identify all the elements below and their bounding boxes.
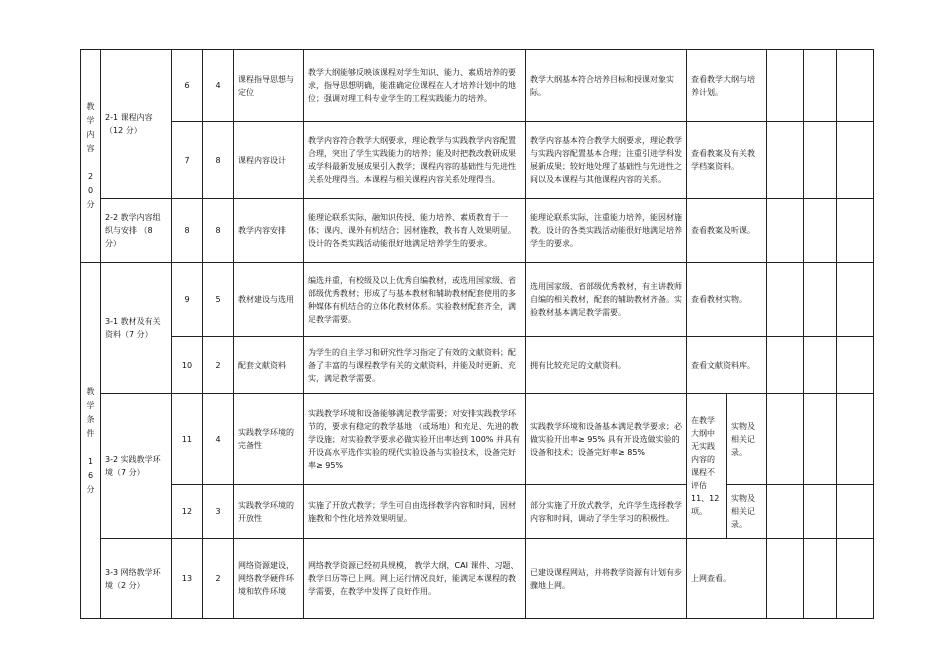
item-name: 网络资源建设，网络教学硬件环境和软件环境 (234, 539, 304, 619)
category-score: 20 (87, 172, 94, 195)
standard-c: 教学大纲基本符合培养目标和授课对象实际。 (526, 50, 687, 122)
item-name: 实践教学环境的完备性 (234, 394, 304, 485)
standard-c: 拥有比较充足的文献资料。 (526, 337, 687, 394)
score-cell (837, 122, 874, 199)
category-char: 学 (86, 116, 95, 125)
score-cell (767, 539, 804, 619)
category-char: 内 (86, 130, 95, 139)
evaluation-method: 在教学大纲中无实践内容的课程不评估 11、12 项。 (687, 394, 727, 539)
evaluation-method: 上网查看。 (687, 539, 767, 619)
item-name: 课程指导思想与定位 (234, 50, 304, 122)
item-name: 课程内容设计 (234, 122, 304, 199)
item-name: 配套文献资料 (234, 337, 304, 394)
table-row (81, 394, 874, 485)
standard-a: 实施了开放式教学；学生可自由选择教学内容和时间，因材施教和个性化培养效果明显。 (304, 485, 526, 539)
table-row (81, 50, 874, 122)
item-weight: 3 (203, 485, 234, 539)
score-cell (767, 337, 804, 394)
item-weight: 2 (203, 539, 234, 619)
table-row (81, 539, 874, 619)
score-cell (804, 263, 837, 337)
category-char: 容 (86, 144, 95, 153)
standard-a: 教学内容符合教学大纲要求，理论教学与实践教学内容配置合理，突出了学生实践能力的培养；能及时把教改教研成果或学科最新发展成果引入教学；课程内容的基础性与先进性关系处理得当。本课程与相关课程内容关系处理得当。 (304, 122, 526, 199)
subitem-2-1: 2-1 课程内容（12 分） (101, 50, 172, 199)
item-weight: 2 (203, 337, 234, 394)
item-weight: 4 (203, 394, 234, 485)
evaluation-note: 实物及相关记录。 (727, 394, 767, 485)
category-unit: 分 (86, 484, 95, 494)
item-number: 10 (172, 337, 203, 394)
score-cell (837, 539, 874, 619)
standard-c: 选用国家级、省部级优秀教材，有主讲教师自编的相关教材，配套的辅助教材齐备。实验教材基本满足教学需要。 (526, 263, 687, 337)
score-cell (837, 337, 874, 394)
subitem-3-2: 3-2 实践教学环境（7 分） (101, 394, 172, 539)
score-cell (767, 199, 804, 263)
item-weight: 8 (203, 199, 234, 263)
score-cell (804, 50, 837, 122)
standard-c: 部分实施了开放式教学，允许学生选择教学内容和时间，调动了学生学习的积极性。 (526, 485, 687, 539)
evaluation-method: 查看教学大纲与培养计划。 (687, 50, 767, 122)
table-row (81, 485, 874, 539)
score-cell (837, 263, 874, 337)
score-cell (837, 394, 874, 485)
subitem-3-1: 3-1 教材及有关资料（7 分） (101, 263, 172, 394)
score-cell (767, 485, 804, 539)
table-row (81, 199, 874, 263)
item-number: 13 (172, 539, 203, 619)
item-number: 11 (172, 394, 203, 485)
evaluation-method: 查看教案及听课。 (687, 199, 767, 263)
item-number: 6 (172, 50, 203, 122)
table-row (81, 263, 874, 337)
category-char: 条 (86, 414, 95, 424)
evaluation-table (80, 49, 874, 619)
standard-c: 教学内容基本符合教学大纲要求，理论教学与实践内容配置基本合理；注重引进学科发展新成果；较好地处理了基础性与先进性之间以及本课程与其他课程内容的关系。 (526, 122, 687, 199)
item-number: 8 (172, 199, 203, 263)
category-teaching-content (81, 50, 101, 263)
score-cell (804, 539, 837, 619)
item-number: 12 (172, 485, 203, 539)
category-char: 件 (86, 428, 95, 438)
evaluation-method: 查看教案及有关教学档案资料。 (687, 122, 767, 199)
standard-a: 能理论联系实际，融知识传授、能力培养、素质教育于一体；课内、课外有机结合；因材施教，教书育人效果明显。设计的各类实践活动能很好地满足培养学生的要求。 (304, 199, 526, 263)
score-cell (767, 394, 804, 485)
standard-a: 为学生的自主学习和研究性学习指定了有效的文献资料；配备了丰富的与课程教学有关的文献资料，并能及时更新、充实，满足教学需要。 (304, 337, 526, 394)
item-number: 7 (172, 122, 203, 199)
score-cell (767, 122, 804, 199)
score-cell (804, 337, 837, 394)
category-char: 教 (86, 102, 95, 111)
category-char: 教 (86, 386, 95, 396)
score-cell (767, 50, 804, 122)
item-name: 教材建设与选用 (234, 263, 304, 337)
standard-a: 实践教学环境和设备能够满足教学需要；对安排实践教学环节的，要求有稳定的教学基地 （或场地）和充足、先进的教学设施；对实验教学要求必做实验开出率达到 100% 并具有开设高水平选作实验的现代实验设备与实验技术，设备完好率≥ 95% (304, 394, 526, 485)
score-cell (837, 485, 874, 539)
standard-c: 能理论联系实际，注重能力培养，能因材施教。设计的各类实践活动能很好地满足培养学生的要求。 (526, 199, 687, 263)
score-cell (767, 263, 804, 337)
score-cell (804, 199, 837, 263)
standard-a: 教学大纲能够反映该课程对学生知识、能力、素质培养的要求，指导思想明确，能准确定位课程在人才培养计划中的地位；强调对理工科专业学生的工程实践能力的培养。 (304, 50, 526, 122)
standard-c: 已建设课程网站，并将教学资源有计划有步骤地上网。 (526, 539, 687, 619)
item-name: 实践教学环境的开放性 (234, 485, 304, 539)
item-weight: 4 (203, 50, 234, 122)
score-cell (804, 485, 837, 539)
item-name: 教学内容安排 (234, 199, 304, 263)
standard-c: 实践教学环境和设备基本满足教学要求；必做实验开出率≥ 95% 具有开设选做实验的设备和技术；设备完好率≥ 85% (526, 394, 687, 485)
score-cell (837, 50, 874, 122)
standard-a: 网络教学资源已经初具规模， 教学大纲，CAI 课件、习题、教学日历等已上网。网上运行情况良好，能满足本课程的教学需要，在教学中发挥了良好作用。 (304, 539, 526, 619)
score-cell (804, 122, 837, 199)
category-unit: 分 (86, 200, 95, 209)
category-char: 学 (86, 400, 95, 410)
subitem-3-3: 3-3 网络教学环境（2 分） (101, 539, 172, 619)
standard-a: 编选并重，有校级及以上优秀自编教材，或选用国家级、省部级优秀教材；形成了与基本教材和辅助教材配套使用的多种媒体有机结合的立体化教材体系。实验教材配套齐全，满足教学需要。 (304, 263, 526, 337)
category-teaching-conditions (81, 263, 101, 619)
score-cell (837, 199, 874, 263)
table-row (81, 122, 874, 199)
evaluation-method: 查看教材实物。 (687, 263, 767, 337)
table-row (81, 337, 874, 394)
item-weight: 8 (203, 122, 234, 199)
item-number: 9 (172, 263, 203, 337)
evaluation-method: 查看文献资料库。 (687, 337, 767, 394)
evaluation-note: 实物及相关记录。 (727, 485, 767, 539)
category-score: 16 (87, 456, 94, 480)
score-cell (804, 394, 837, 485)
subitem-2-2: 2-2 教学内容组织与安排 （8 分） (101, 199, 172, 263)
item-weight: 5 (203, 263, 234, 337)
